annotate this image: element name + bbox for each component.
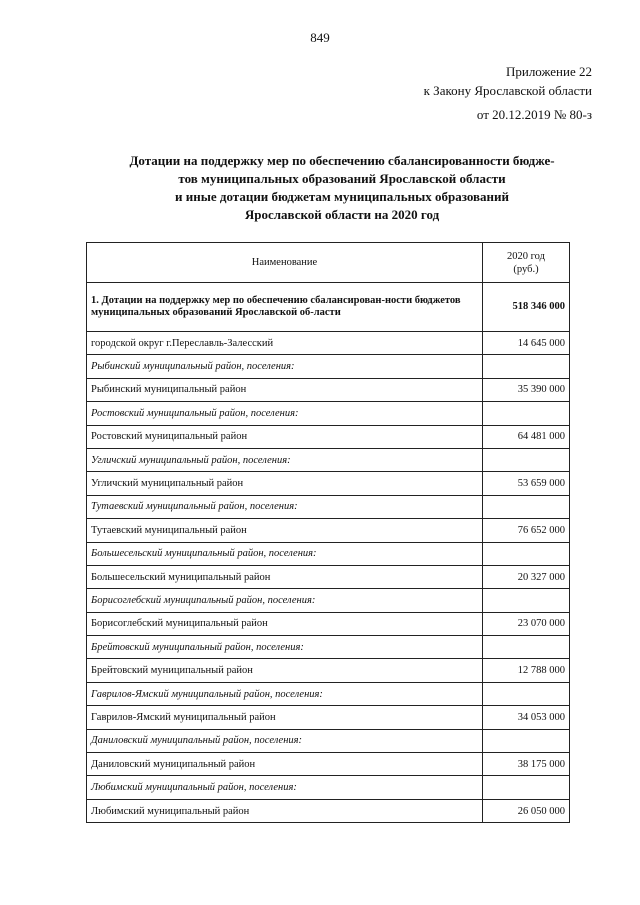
row-name: Тутаевский муниципальный район <box>87 519 483 542</box>
title-line-4: Ярославской области на 2020 год <box>244 207 440 222</box>
title-line-1: Дотации на поддержку мер по обеспечению сбалансированности бюдже- <box>129 153 555 168</box>
row-name: Даниловский муниципальный район <box>87 753 483 776</box>
column-header-unit: (руб.) <box>513 263 539 275</box>
table-row <box>87 402 570 425</box>
row-name: Большесельский муниципальный район, поселения: <box>87 542 483 565</box>
table-row <box>87 448 570 471</box>
table-row <box>87 542 570 565</box>
row-name: Любимский муниципальный район <box>87 799 483 822</box>
row-amount: 53 659 000 <box>483 472 570 495</box>
row-amount: 64 481 000 <box>483 425 570 448</box>
table-row <box>87 332 570 355</box>
row-name: Большесельский муниципальный район <box>87 565 483 588</box>
table-row <box>87 799 570 822</box>
row-amount: 20 327 000 <box>483 565 570 588</box>
row-name: Тутаевский муниципальный район, поселения: <box>87 495 483 518</box>
row-name: Угличский муниципальный район <box>87 472 483 495</box>
table-row <box>87 472 570 495</box>
row-amount <box>483 729 570 752</box>
row-amount <box>483 542 570 565</box>
row-amount: 76 652 000 <box>483 519 570 542</box>
table-row <box>87 565 570 588</box>
row-name: Гаврилов-Ямский муниципальный район, поселения: <box>87 682 483 705</box>
row-name: Угличский муниципальный район, поселения: <box>87 448 483 471</box>
table-row <box>87 355 570 378</box>
table-row <box>87 659 570 682</box>
row-amount <box>483 355 570 378</box>
table-header-row <box>87 243 570 283</box>
row-amount <box>483 776 570 799</box>
row-amount: 34 053 000 <box>483 706 570 729</box>
row-amount <box>483 402 570 425</box>
appendix-line-3: от 20.12.2019 № 80-з <box>476 107 592 122</box>
table-row <box>87 378 570 401</box>
row-name: Борисоглебский муниципальный район, поселения: <box>87 589 483 612</box>
row-amount <box>483 448 570 471</box>
row-name: Рыбинский муниципальный район, поселения: <box>87 355 483 378</box>
row-name: Даниловский муниципальный район, поселения: <box>87 729 483 752</box>
page-number: 849 <box>310 30 330 45</box>
table-row <box>87 519 570 542</box>
table-row <box>87 425 570 448</box>
row-amount <box>483 636 570 659</box>
table-row <box>87 589 570 612</box>
row-name: городской округ г.Переславль-Залесский <box>87 332 483 355</box>
row-amount <box>483 682 570 705</box>
row-amount: 26 050 000 <box>483 799 570 822</box>
column-header-amount <box>483 243 570 283</box>
row-amount <box>483 495 570 518</box>
title-line-2: тов муниципальных образований Ярославской области <box>178 171 506 186</box>
row-name: Рыбинский муниципальный район <box>87 378 483 401</box>
table-row <box>87 729 570 752</box>
table-row <box>87 706 570 729</box>
table-row <box>87 776 570 799</box>
row-amount: 14 645 000 <box>483 332 570 355</box>
row-name: 1. Дотации на поддержку мер по обеспечению сбалансирован-ности бюджетов муниципальных образований Ярославской об-ласти <box>87 283 483 332</box>
row-amount: 23 070 000 <box>483 612 570 635</box>
appendix-line-2: к Закону Ярославской области <box>423 83 592 98</box>
table-row <box>87 612 570 635</box>
table-row <box>87 753 570 776</box>
appendix-note <box>424 62 592 124</box>
table-body <box>87 283 570 823</box>
row-name: Ростовский муниципальный район <box>87 425 483 448</box>
table-row <box>87 283 570 332</box>
row-name: Брейтовский муниципальный район, поселения: <box>87 636 483 659</box>
document-title <box>82 152 602 224</box>
table-row <box>87 636 570 659</box>
row-amount: 38 175 000 <box>483 753 570 776</box>
row-name: Гаврилов-Ямский муниципальный район <box>87 706 483 729</box>
row-name: Борисоглебский муниципальный район <box>87 612 483 635</box>
row-amount <box>483 589 570 612</box>
row-name: Брейтовский муниципальный район <box>87 659 483 682</box>
column-header-year: 2020 год <box>507 250 545 262</box>
row-amount: 35 390 000 <box>483 378 570 401</box>
table-row <box>87 682 570 705</box>
column-header-name: Наименование <box>87 243 483 283</box>
row-name: Любимский муниципальный район, поселения: <box>87 776 483 799</box>
row-amount: 518 346 000 <box>483 283 570 332</box>
subsidies-table <box>86 242 570 823</box>
appendix-line-1: Приложение 22 <box>505 64 592 79</box>
row-amount: 12 788 000 <box>483 659 570 682</box>
table-row <box>87 495 570 518</box>
title-line-3: и иные дотации бюджетам муниципальных образований <box>174 189 510 204</box>
row-name: Ростовский муниципальный район, поселения: <box>87 402 483 425</box>
